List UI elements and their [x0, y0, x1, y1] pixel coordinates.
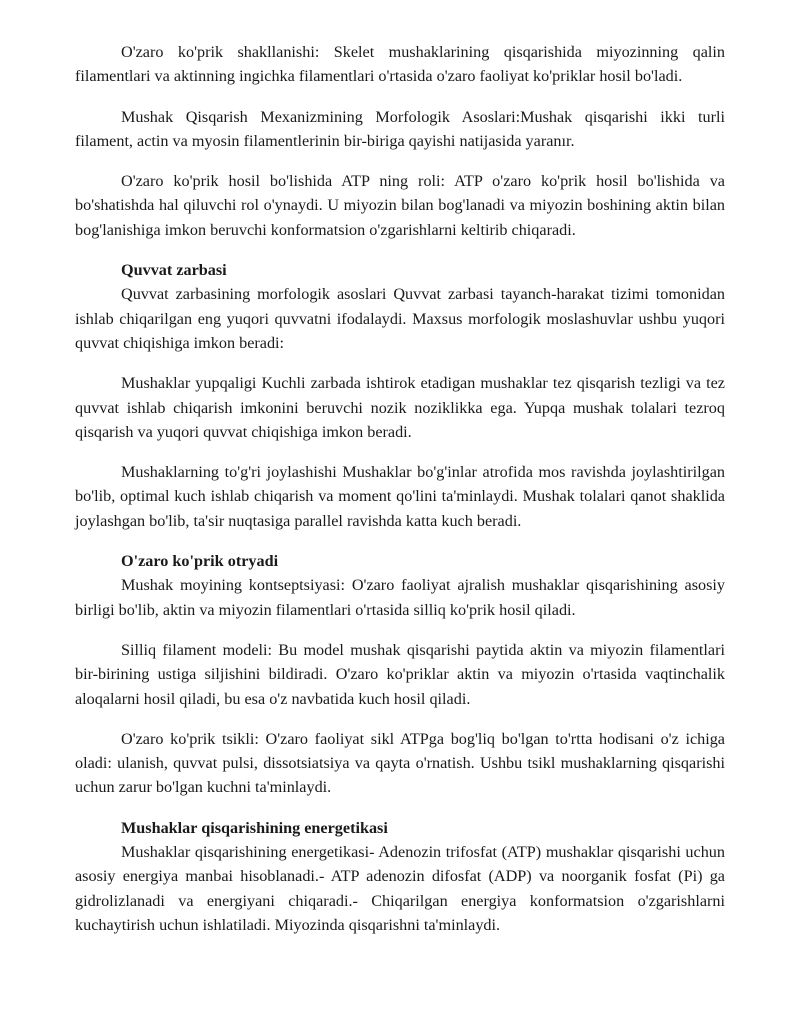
- paragraph-atp-role: O'zaro ko'prik hosil bo'lishida ATP ning roli: ATP o'zaro ko'prik hosil bo'lishida va bo'shatishda hal qiluvchi rol o'ynaydi. U miyozin bilan bog'lanadi va miyozin boshining aktin bilan bog'lanishiga imkon beruvchi konformatsion o'zgarishlarni keltirib chiqaradi.: [75, 172, 725, 239]
- paragraph-power-stroke-basis: Quvvat zarbasining morfologik asoslari Quvvat zarbasi tayanch-harakat tizimi tomonidan ishlab chiqarilgan eng yuqori quvvatni ifodalaydi. Maxsus morfologik moslashuvlar ushbu yuqori quvvat chiqishiga imkon beradi:: [75, 285, 725, 352]
- heading-contraction-energetics: Mushaklar qisqarishining energetikasi: [121, 818, 388, 837]
- heading-power-stroke: Quvvat zarbasi: [121, 261, 227, 280]
- paragraph-cross-bridge-cycle: O'zaro ko'prik tsikli: O'zaro faoliyat sikl ATPga bog'liq bo'lgan to'rtta hodisani o'z ichiga oladi: ulanish, quvvat pulsi, dissotsiatsiya va qayta o'rnatish. Ushbu tsikl mushaklarning qisqarishi uchun zarur bo'lgan kuchni ta'minlaydi.: [75, 729, 725, 797]
- paragraph-sliding-filament-model: Silliq filament modeli: Bu model mushak qisqarishi paytida aktin va miyozin filamentlari bir-birining ustiga siljishini bildiradi. O'zaro ko'priklar aktin va miyozin o'rtasida vaqtinchalik aloqalarni hosil qiladi, bu esa o'z navbatida kuch hosil qiladi.: [75, 640, 725, 708]
- paragraph-contraction-mechanism: Mushak Qisqarish Mexanizmining Morfologik Asoslari:Mushak qisqarishi ikki turli filament, actin va myosin filamentlerinin bir-biriga qayishi natijasida yaranır.: [75, 107, 725, 150]
- paragraph-muscle-thinness: Mushaklar yupqaligi Kuchli zarbada ishtirok etadigan mushaklar tez qisqarish tezligi va tez quvvat ishlab chiqarish imkonini beruvchi nozik noziklikka ega. Yupqa mushak tolalari tezroq qisqarish va yuqori quvvat chiqishiga imkon beradi.: [75, 374, 725, 441]
- document-page: [75, 40, 725, 937]
- paragraph-contraction-energetics: Mushaklar qisqarishining energetikasi- Adenozin trifosfat (ATP) mushaklar qisqarishi uchun asosiy energiya manbai hisoblanadi.- ATP adenozin difosfat (ADP) va noorganik fosfat (Pi) ga gidrolizlanadi va energiyani chiqaradi.- Chiqarilgan energiya konformatsion o'zgarishlarni kuchaytirish uchun ishlatiladi. Miyozinda qisqarishni ta'minlaydi.: [75, 843, 725, 934]
- paragraph-muscle-arrangement: Mushaklarning to'g'ri joylashishi Mushaklar bo'g'inlar atrofida mos ravishda joylashtirilgan bo'lib, optimal kuch ishlab chiqarish va moment qo'lini ta'minlaydi. Mushak tolalari qanot shaklida joylashgan bo'lib, ta'sir nuqtasiga parallel ravishda katta kuch beradi.: [75, 463, 725, 530]
- paragraph-cross-bridge-formation: O'zaro ko'prik shakllanishi: Skelet mushaklarining qisqarishida miyozinning qalin filamentlari va aktinning ingichka filamentlari o'rtasida o'zaro faoliyat ko'priklar hosil bo'ladi.: [75, 43, 725, 86]
- heading-cross-bridge-detachment: O'zaro ko'prik otryadi: [121, 552, 279, 571]
- paragraph-muscle-concept: Mushak moyining kontseptsiyasi: O'zaro faoliyat ajralish mushaklar qisqarishining asosiy birligi bo'lib, aktin va miyozin filamentlari o'rtasida silliq ko'prik hosil qiladi.: [75, 576, 725, 619]
